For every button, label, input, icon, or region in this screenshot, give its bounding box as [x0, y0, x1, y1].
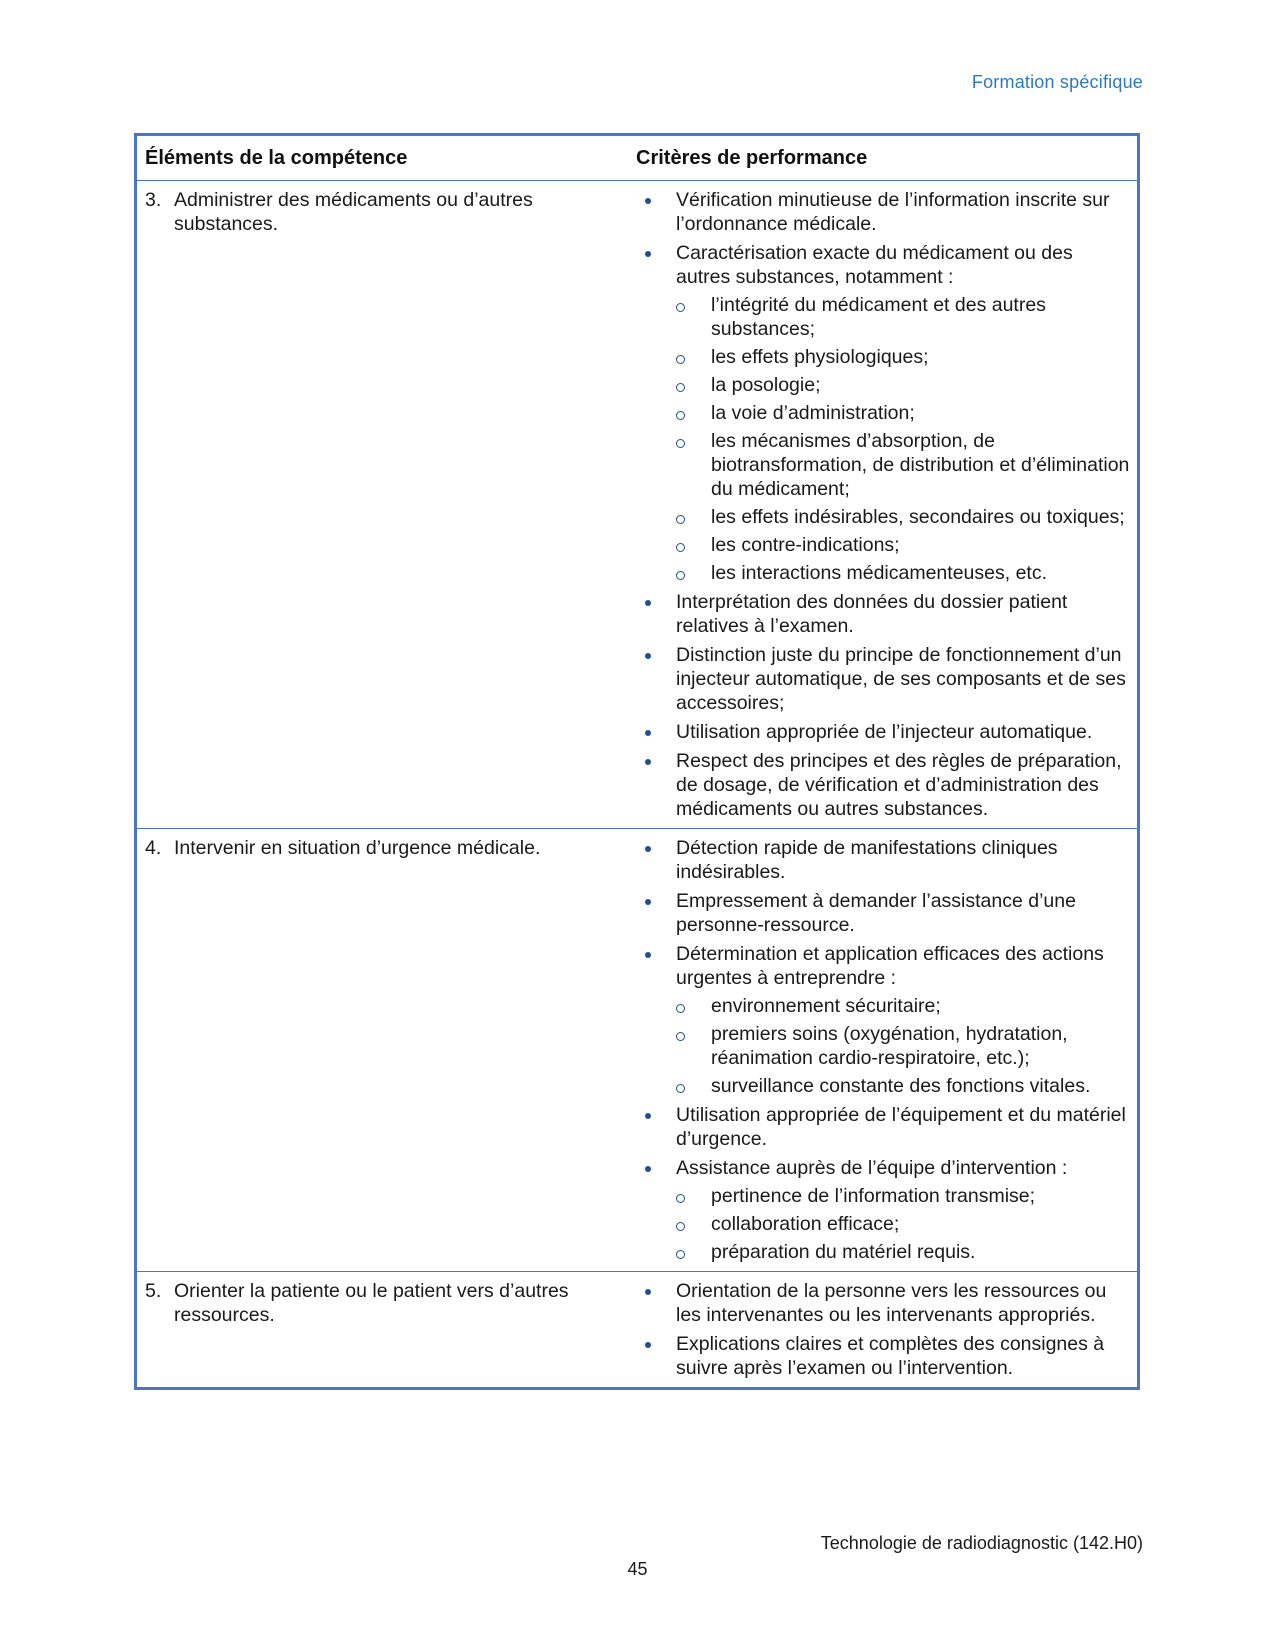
competence-element-cell: [137, 829, 625, 1272]
criteria-text: Détermination et application efficaces des actions urgentes à entreprendre :: [676, 943, 1104, 989]
bullet-icon: [645, 653, 651, 659]
criteria-item: [636, 749, 1131, 821]
sub-criteria-text: préparation du matériel requis.: [711, 1241, 976, 1263]
page-number: 45: [627, 1559, 648, 1579]
sub-criteria-item: [676, 561, 1131, 585]
sub-criteria-text: les mécanismes d’absorption, de biotransformation, de distribution et d’élimination du médicament;: [711, 430, 1130, 500]
sub-criteria-item: [676, 1074, 1131, 1098]
document-title: Technologie de radiodiagnostic (142.H0): [820, 1533, 1143, 1553]
sub-criteria-text: collaboration efficace;: [711, 1213, 900, 1235]
sub-criteria-text: les effets indésirables, secondaires ou toxiques;: [711, 506, 1125, 528]
competence-element: [145, 836, 605, 860]
bullet-icon: [645, 952, 651, 958]
sub-criteria-text: surveillance constante des fonctions vitales.: [711, 1075, 1091, 1097]
sub-criteria-text: pertinence de l’information transmise;: [711, 1185, 1036, 1207]
sub-criteria-item: [676, 1240, 1131, 1264]
table-row: [137, 181, 1137, 829]
criteria-item: [636, 1156, 1131, 1264]
element-number: 5.: [145, 1280, 162, 1302]
criteria-list: [636, 836, 1131, 1264]
competence-element: [145, 1279, 605, 1327]
circle-bullet-icon: [676, 1004, 685, 1013]
sub-criteria-text: premiers soins (oxygénation, hydratation, réanimation cardio-respiratoire, etc.);: [711, 1023, 1068, 1069]
criteria-text: Respect des principes et des règles de préparation, de dosage, de vérification et d’administration des médicaments ou autres substances.: [676, 750, 1122, 820]
criteria-item: [636, 1103, 1131, 1151]
circle-bullet-icon: [676, 1084, 685, 1093]
criteria-text: Détection rapide de manifestations cliniques indésirables.: [676, 837, 1058, 883]
table-body: [137, 181, 1137, 1388]
performance-criteria-cell: [625, 181, 1137, 829]
header-criteria: Critères de performance: [625, 136, 1137, 181]
circle-bullet-icon: [676, 1194, 685, 1203]
circle-bullet-icon: [676, 303, 685, 312]
bullet-icon: [645, 251, 651, 257]
sub-criteria-list: [676, 1184, 1131, 1264]
competence-element-cell: [137, 181, 625, 829]
sub-criteria-text: les effets physiologiques;: [711, 346, 929, 368]
criteria-item: [636, 720, 1131, 744]
criteria-item: [636, 188, 1131, 236]
sub-criteria-text: environnement sécuritaire;: [711, 995, 941, 1017]
sub-criteria-item: [676, 373, 1131, 397]
sub-criteria-item: [676, 345, 1131, 369]
performance-criteria-cell: [625, 1272, 1137, 1388]
circle-bullet-icon: [676, 355, 685, 364]
criteria-list: [636, 188, 1131, 821]
table-row: [137, 1272, 1137, 1388]
bullet-icon: [645, 846, 651, 852]
circle-bullet-icon: [676, 383, 685, 392]
criteria-text: Distinction juste du principe de fonctionnement d’un injecteur automatique, de ses composants et de ses accessoires;: [676, 644, 1126, 714]
criteria-item: [636, 590, 1131, 638]
criteria-text: Vérification minutieuse de l’information inscrite sur l’ordonnance médicale.: [676, 189, 1110, 235]
bullet-icon: [645, 730, 651, 736]
bullet-icon: [645, 899, 651, 905]
criteria-item: [636, 1332, 1131, 1380]
bullet-icon: [645, 759, 651, 765]
sub-criteria-item: [676, 994, 1131, 1018]
sub-criteria-text: la voie d’administration;: [711, 402, 915, 424]
element-number: 4.: [145, 837, 162, 859]
section-header: Formation spécifique: [971, 72, 1143, 92]
bullet-icon: [645, 1113, 651, 1119]
sub-criteria-item: [676, 1184, 1131, 1208]
sub-criteria-item: [676, 429, 1131, 501]
criteria-item: [636, 241, 1131, 585]
element-text: Orienter la patiente ou le patient vers d’autres ressources.: [174, 1280, 569, 1326]
sub-criteria-item: [676, 533, 1131, 557]
competence-element: [145, 188, 605, 236]
sub-criteria-item: [676, 401, 1131, 425]
element-text: Administrer des médicaments ou d’autres substances.: [174, 189, 533, 235]
circle-bullet-icon: [676, 1250, 685, 1259]
competence-element-cell: [137, 1272, 625, 1388]
criteria-item: [636, 889, 1131, 937]
criteria-text: Caractérisation exacte du médicament ou des autres substances, notamment :: [676, 242, 1073, 288]
bullet-icon: [645, 1166, 651, 1172]
criteria-item: [636, 643, 1131, 715]
bullet-icon: [645, 1342, 651, 1348]
element-number: 3.: [145, 189, 162, 211]
circle-bullet-icon: [676, 1222, 685, 1231]
bullet-icon: [645, 198, 651, 204]
header-elements: Éléments de la compétence: [137, 136, 625, 181]
sub-criteria-text: les interactions médicamenteuses, etc.: [711, 562, 1047, 584]
criteria-text: Explications claires et complètes des consignes à suivre après l’examen ou l’intervention.: [676, 1333, 1105, 1379]
table-row: [137, 829, 1137, 1272]
sub-criteria-list: [676, 293, 1131, 585]
circle-bullet-icon: [676, 411, 685, 420]
sub-criteria-text: la posologie;: [711, 374, 821, 396]
criteria-text: Orientation de la personne vers les ressources ou les intervenantes ou les intervenants appropriés.: [676, 1280, 1107, 1326]
circle-bullet-icon: [676, 1032, 685, 1041]
bullet-icon: [645, 1289, 651, 1295]
criteria-item: [636, 942, 1131, 1098]
criteria-text: Interprétation des données du dossier patient relatives à l’examen.: [676, 591, 1068, 637]
criteria-text: Utilisation appropriée de l’injecteur automatique.: [676, 721, 1093, 743]
circle-bullet-icon: [676, 439, 685, 448]
criteria-text: Assistance auprès de l’équipe d’intervention :: [676, 1157, 1068, 1179]
sub-criteria-item: [676, 1212, 1131, 1236]
sub-criteria-text: l’intégrité du médicament et des autres substances;: [711, 294, 1046, 340]
criteria-text: Empressement à demander l’assistance d’une personne-ressource.: [676, 890, 1076, 936]
sub-criteria-list: [676, 994, 1131, 1098]
sub-criteria-item: [676, 1022, 1131, 1070]
circle-bullet-icon: [676, 515, 685, 524]
criteria-list: [636, 1279, 1131, 1380]
circle-bullet-icon: [676, 571, 685, 580]
bullet-icon: [645, 600, 651, 606]
sub-criteria-item: [676, 293, 1131, 341]
criteria-item: [636, 1279, 1131, 1327]
performance-criteria-cell: [625, 829, 1137, 1272]
sub-criteria-item: [676, 505, 1131, 529]
circle-bullet-icon: [676, 543, 685, 552]
sub-criteria-text: les contre-indications;: [711, 534, 900, 556]
criteria-item: [636, 836, 1131, 884]
element-text: Intervenir en situation d’urgence médicale.: [174, 837, 541, 859]
criteria-text: Utilisation appropriée de l’équipement et du matériel d’urgence.: [676, 1104, 1126, 1150]
table-header-row: [137, 136, 1137, 181]
competence-table: [134, 133, 1140, 1390]
